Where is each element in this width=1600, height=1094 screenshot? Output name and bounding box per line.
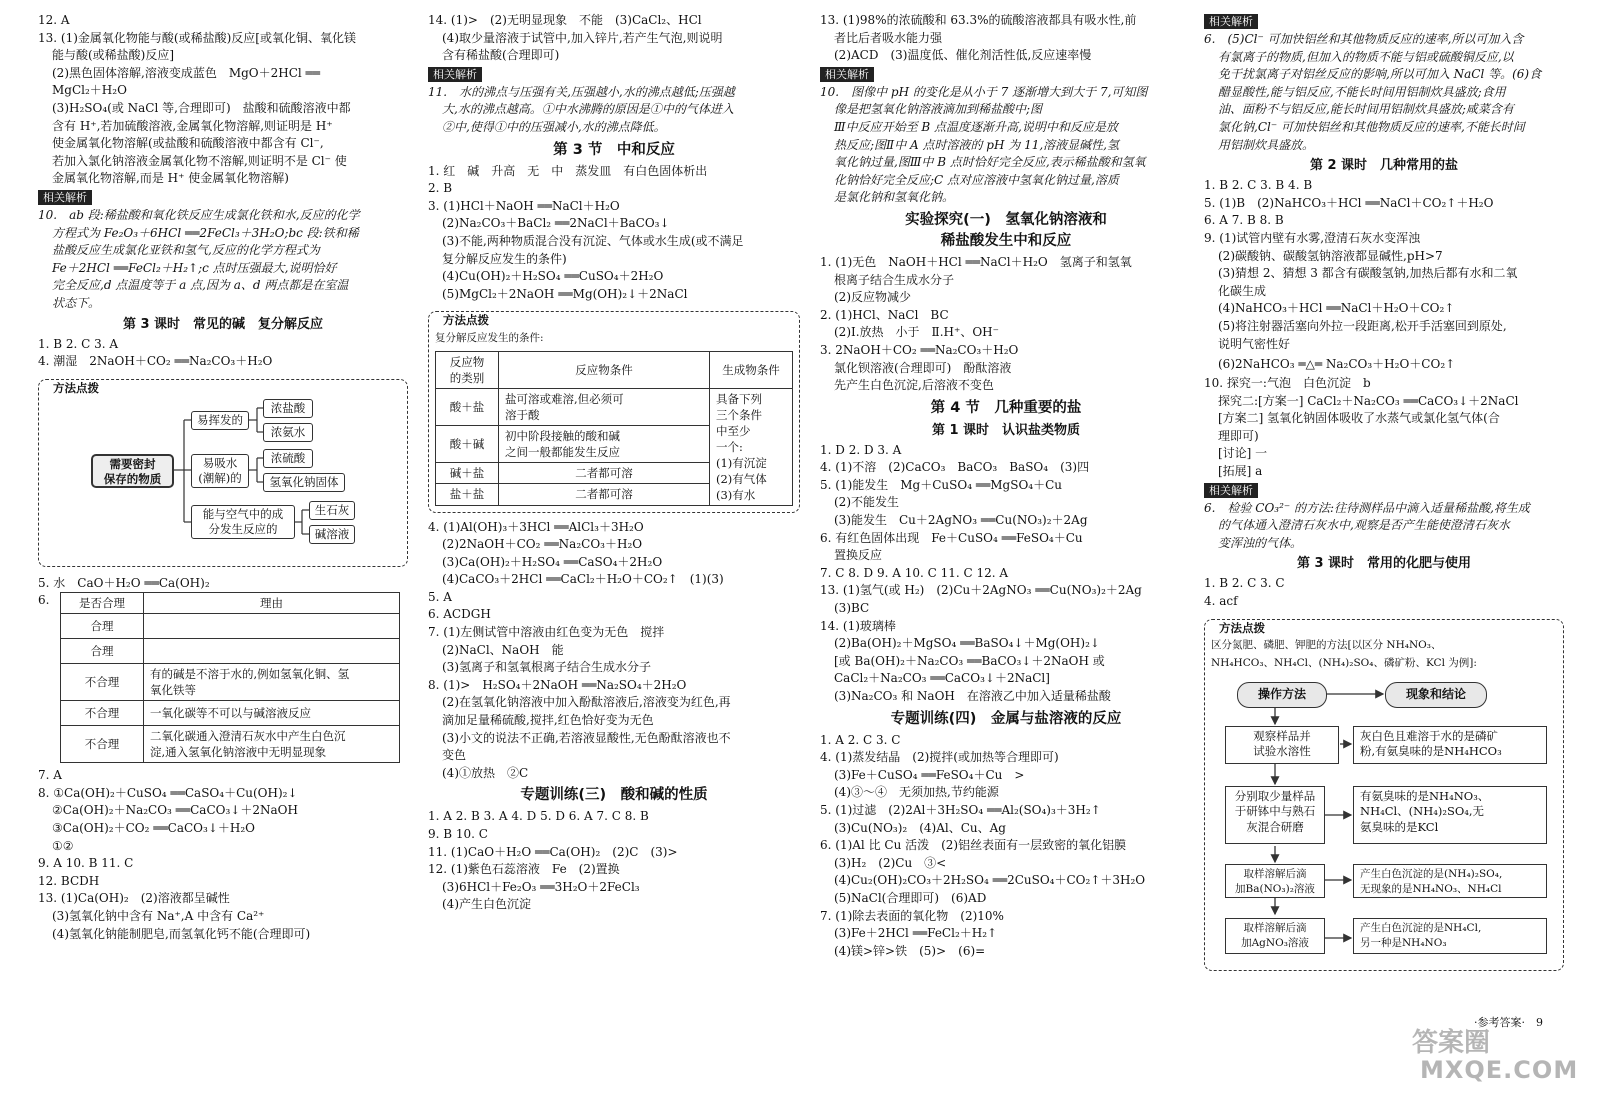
column-1 (38, 12, 408, 943)
flow-result-step: 产生白色沉淀的是(NH₄)₂SO₄, 无现象的是NH₄NO₃、NH₄Cl (1353, 864, 1547, 898)
answer-line: (2)2NaOH＋CO₂ ══Na₂CO₃＋H₂O (442, 537, 643, 552)
col1-post (38, 767, 408, 943)
answer-line: 1. 红 碱 升高 无 中 蒸发皿 有白色固体析出 (428, 163, 708, 178)
page-number: ·参考答案· 9 (1474, 1016, 1543, 1029)
analysis-line: 完全反应,d 点温度等于 a 点,因为 a、d 两点都是在室温 (52, 278, 349, 293)
table-header: 生成物条件 (710, 351, 793, 388)
answer-line: 9. (1)试管内壁有水雾,澄清石灰水变浑浊 (1204, 230, 1421, 245)
answer-line: 含有 H⁺,若加硫酸溶液,金属氧化物溶解,则证明是 H⁺ (52, 118, 333, 133)
table-row (61, 701, 400, 726)
answer-line: (2)Ba(OH)₂＋MgSO₄ ══BaSO₄↓＋Mg(OH)₂↓ (834, 636, 1100, 651)
answer-line: 12. (1)紫色石蕊溶液 Fe (2)置换 (428, 862, 620, 877)
q6-row (38, 592, 408, 763)
answer-line: 13. (1)氢气(或 H₂) (2)Cu＋2AgNO₃ ══Cu(NO₃)₂＋2Ag (820, 583, 1142, 598)
answer-line: 5. (1)能发生 Mg＋CuSO₄ ══MgSO₄＋Cu (820, 477, 1063, 492)
answer-line: (3)H₂ (2)Cu ③< (834, 855, 947, 870)
answer-line: (4)NaHCO₃＋HCl ══NaCl＋H₂O＋CO₂↑ (1218, 301, 1455, 316)
answer-line: 能与酸(或稀盐酸)反应] (52, 48, 175, 63)
watermark-url: MXQE.COM (1420, 1056, 1579, 1084)
column-2 (428, 12, 800, 914)
answer-line: (4)镁>锌>铁 (5)> (6)= (834, 943, 986, 958)
table-cell: 不合理 (61, 701, 144, 726)
analysis-line: 6. (5)Cl⁻ 可加快铝丝和其他物质反应的速率,所以可加入含 (1204, 32, 1524, 46)
section-heading: 第 3 节 中和反应 (553, 141, 675, 158)
question-number: 6. (38, 593, 50, 608)
answer-line: (3)氢离子和氢氧根离子结合生成水分子 (442, 660, 651, 675)
answer-line: 使金属氧化物溶解(或盐酸和硫酸溶液中都含有 Cl⁻, (52, 136, 324, 151)
method-box (428, 311, 800, 512)
answer-line: (3)BC (834, 601, 870, 616)
mindmap-item: 浓氨水 (263, 423, 313, 442)
section-heading: 第 3 课时 常用的化肥与使用 (1296, 556, 1472, 572)
flow-result-step: 产生白色沉淀的是NH₄Cl, 另一种是NH₄NO₃ (1353, 918, 1547, 954)
col2-analysis (428, 84, 800, 137)
answer-line: 11. (1)CaO＋H₂O ══Ca(OH)₂ (2)C (3)> (428, 844, 678, 859)
analysis-line: Fe＋2HCl ══FeCl₂＋H₂↑;c 点时压强最大,说明恰好 (52, 260, 337, 275)
analysis-line: 是氯化钠和氢氧化钠。 (834, 190, 955, 205)
column-3 (820, 12, 1192, 960)
table-cell: 酸＋盐 (436, 388, 499, 425)
method-box (38, 379, 408, 567)
method-box (1204, 619, 1564, 971)
answer-line: (3)不能,两种物质混合没有沉淀、气体或水生成(或不满足 (442, 233, 744, 248)
answer-line: 1. A 2. C 3. C (820, 732, 901, 747)
col4-analysis-1 (1204, 31, 1564, 154)
answer-line: (3)小文的说法不正确,若溶液显酸性,无色酚酞溶液也不 (442, 730, 731, 745)
analysis-tag: 相关解析 (820, 67, 874, 82)
answer-line: (3)Ca(OH)₂＋H₂SO₄ ══CaSO₄＋2H₂O (442, 554, 663, 569)
analysis-tag: 相关解析 (1204, 14, 1258, 29)
answer-line: 8. (1)> H₂SO₄＋2NaOH ══Na₂SO₄＋2H₂O (428, 677, 687, 692)
col1-pre (38, 12, 408, 188)
analysis-line: 油、面粉不与铝反应,能长时间用铝制炊具盛放;咸菜含有 (1218, 102, 1514, 117)
analysis-line: 盐酸反应生成氯化亚铁和氢气,反应的化学方程式为 (52, 243, 320, 258)
analysis-line: 状态下。 (52, 295, 101, 310)
flow-result-step: 灰白色且难溶于水的是磷矿 粉,有氨臭味的是NH₄HCO₃ (1353, 726, 1547, 764)
answer-line: [拓展] a (1218, 464, 1263, 479)
method-intro: 区分氮肥、磷肥、钾肥的方法[以区分 NH₄NO₃、 (1211, 639, 1442, 652)
answer-line: 9. B 10. C (428, 827, 488, 841)
flow-op-step: 观察样品并 试验水溶性 (1225, 726, 1339, 764)
method-intro: NH₄HCO₃、NH₄Cl、(NH₄)₂SO₄、磷矿粉、KCl 为例]: (1211, 656, 1477, 669)
answer-line: 含有稀盐酸(合理即可) (442, 48, 560, 63)
answer-line: (3)能发生 Cu＋2AgNO₃ ══Cu(NO₃)₂＋2Ag (834, 513, 1088, 528)
answer-line: 1. (1)无色 NaOH＋HCl ══NaCl＋H₂O 氢离子和氢氧 (820, 254, 1132, 269)
table-row (61, 639, 400, 664)
analysis-line: 6. 检验 CO₃²⁻ 的方法:往待测样品中滴入适量稀盐酸,将生成 (1204, 500, 1530, 515)
answer-line: 1. A 2. B 3. A 4. D 5. D 6. A 7. C 8. B (428, 809, 649, 824)
answer-line: [或 Ba(OH)₂＋Na₂CO₃ ══BaCO₃↓＋2NaOH 或 (834, 653, 1105, 668)
answer-line: 13. (1)金属氧化物能与酸(或稀盐酸)反应[或氧化铜、氧化镁 (38, 30, 356, 45)
answer-line: (4)产生白色沉淀 (442, 897, 531, 912)
method-title: 方法点拨 (49, 380, 103, 398)
answer-line: 1. B 2. C 3. B 4. B (1204, 178, 1313, 193)
answer-line: 者比后者吸水能力强 (834, 30, 943, 45)
answer-line: (4)Cu₂(OH)₂CO₃＋2H₂SO₄ ══2CuSO₄＋CO₂↑＋3H₂O (834, 873, 1146, 888)
answer-line: (3)氢氧化钠中含有 Na⁺,A 中含有 Ca²⁺ (52, 909, 265, 924)
answer-line: 探究二:[方案一] CaCl₂＋Na₂CO₃ ══CaCO₃↓＋2NaCl (1218, 393, 1519, 408)
table-row (61, 614, 400, 639)
mindmap-item: 生石灰 (309, 501, 355, 520)
col2-post (428, 519, 800, 783)
table-cell: 二者都可溶 (499, 463, 710, 484)
answer-line: ③Ca(OH)₂＋CO₂ ══CaCO₃↓＋H₂O (52, 821, 255, 836)
answer-line: [讨论] 一 (1218, 446, 1268, 461)
table-cell (144, 639, 400, 664)
table-header: 反应物条件 (499, 351, 710, 388)
answer-line: (3)Cu(NO₃)₂ (4)Al、Cu、Ag (834, 820, 1006, 835)
answer-line: (4)①放热 ②C (442, 765, 529, 780)
answer-line: 化碳生成 (1218, 283, 1267, 298)
answer-line: (2)ACD (3)温度低、催化剂活性低,反应速率慢 (834, 48, 1092, 63)
answer-line: 先产生白色沉淀,后溶液不变色 (834, 378, 994, 393)
analysis-line: 有氯离子的物质,但加入的物质不能与铝或硫酸铜反应,以 (1218, 49, 1514, 64)
answer-line: 9. A 10. B 11. C (38, 856, 134, 871)
analysis-line: 方程式为 Fe₂O₃＋6HCl ══2FeCl₃＋3H₂O;bc 段:铁和稀 (52, 225, 359, 240)
answer-line: 2. B (428, 181, 453, 196)
table-cell: 一氧化碳等不可以与碱溶液反应 (144, 701, 400, 726)
flow-result-step: 有氨臭味的是NH₄NO₃、 NH₄Cl、(NH₄)₂SO₄,无 氨臭味的是KCl (1353, 786, 1547, 844)
answer-line: 13. (1)98%的浓硫酸和 63.3%的硫酸溶液都具有吸水性,前 (820, 13, 1137, 27)
answer-line: 理即可) (1218, 428, 1259, 443)
table-cell-product-conditions: 具备下列 三个条件 中至少 一个: (1)有沉淀 (2)有气体 (3)有水 (710, 388, 793, 505)
mindmap-group-reactive: 能与空气中的成 分发生反应的 (191, 505, 295, 539)
analysis-line: 的气体通入澄清石灰水中,观察是否产生能使澄清石灰水 (1218, 518, 1510, 533)
method-title: 方法点拨 (1215, 620, 1269, 638)
flow-op-step: 取样溶解后滴 加Ba(NO₃)₂溶液 (1225, 864, 1325, 898)
analysis-line: 化钠恰好完全反应;C 点对应溶液中氢氧化钠过量,溶质 (834, 172, 1119, 187)
column-4 (1204, 12, 1564, 975)
answer-line: (5)MgCl₂＋2NaOH ══Mg(OH)₂↓＋2NaCl (442, 286, 688, 301)
table-header: 理由 (144, 593, 400, 614)
answer-line: 4. acf (1204, 594, 1238, 609)
answer-line: 4. (1)不溶 (2)CaCO₃ BaCO₃ BaSO₄ (3)四 (820, 460, 1090, 475)
mindmap-item: 氢氧化钠固体 (263, 473, 345, 492)
answer-line: (5)将注射器活塞向外拉一段距离,松开手活塞回到原处, (1218, 318, 1507, 333)
section-heading: 实验探究(一) 氢氧化钠溶液和 稀盐酸发生中和反应 (905, 211, 1107, 249)
answer-line: 3. 2NaOH＋CO₂ ══Na₂CO₃＋H₂O (820, 342, 1019, 357)
table-cell: 盐可溶或难溶,但必须可 溶于酸 (499, 388, 710, 425)
section-heading: 第 3 课时 常见的碱 复分解反应 (122, 316, 324, 332)
answer-line: 8. ①Ca(OH)₂＋CuSO₄ ══CaSO₄＋Cu(OH)₂↓ (38, 785, 298, 800)
answer-line: 滴加足量稀硫酸,搅拌,红色恰好变为无色 (442, 713, 654, 728)
answer-line: (2)Ⅰ.放热 小于 Ⅱ.H⁺、OH⁻ (834, 325, 999, 340)
answer-line: 1. B 2. C 3. C (1204, 576, 1285, 591)
analysis-tag: 相关解析 (1204, 483, 1258, 498)
answer-line: 说明气密性好 (1218, 336, 1291, 351)
answer-line: ①② (52, 838, 74, 853)
answer-line: 7. A (38, 768, 62, 783)
answer-line: CaCl₂＋Na₂CO₃ ══CaCO₃↓＋2NaCl] (834, 671, 1050, 686)
analysis-line: 大,水的沸点越高。①中水沸腾的原因是①中的气体进入 (442, 102, 734, 117)
analysis-line: 变浑浊的气体。 (1218, 535, 1303, 550)
answer-line: (3)Fe＋CuSO₄ ══FeSO₄＋Cu > (834, 767, 1025, 782)
answer-line: (2)碳酸钠、碳酸氢钠溶液都显碱性,pH>7 (1218, 248, 1443, 263)
table-reaction-conditions (435, 351, 793, 506)
table-cell: 二者都可溶 (499, 484, 710, 505)
answer-line: (2)NaCl、NaOH 能 (442, 642, 564, 657)
analysis-tag: 相关解析 (38, 190, 92, 205)
answer-line: (3)猜想 2、猜想 3 都含有碳酸氢钠,加热后都有水和二氧 (1218, 266, 1518, 281)
mindmap-group-hygroscopic: 易吸水 (潮解)的 (191, 454, 249, 488)
analysis-line: 氯化钠,Cl⁻ 可加快铝丝和其他物质反应的速率,不能长时间 (1218, 119, 1525, 134)
mindmap-root: 需要密封 保存的物质 (91, 454, 174, 488)
analysis-line: Ⅲ中反应开始至 B 点温度逐渐升高,说明中和反应是放 (834, 119, 1118, 134)
answer-line: MgCl₂＋H₂O (52, 83, 127, 98)
answer-line: 6. ACDGH (428, 607, 491, 622)
answer-line: 3. (1)HCl＋NaOH ══NaCl＋H₂O (428, 198, 620, 213)
table-header: 反应物 的类别 (436, 351, 499, 388)
flow-op-step: 分别取少量样品 于研钵中与熟石 灰混合研磨 (1225, 786, 1325, 844)
answer-line: 1. D 2. D 3. A (820, 442, 902, 457)
answer-line: 12. BCDH (38, 873, 100, 888)
answer-line: 4. (1)Al(OH)₃＋3HCl ══AlCl₃＋3H₂O (428, 519, 644, 534)
analysis-line: ②中,使得①中的压强减小,水的沸点降低。 (442, 119, 666, 134)
answer-line: 变色 (442, 748, 467, 763)
section-heading: 第 2 课时 几种常用的盐 (1309, 158, 1459, 174)
answer-line: (3)Na₂CO₃ 和 NaOH 在溶液乙中加入适量稀盐酸 (834, 689, 1111, 703)
answer-line: 复分解反应发生的条件) (442, 251, 567, 266)
answer-line: 7. C 8. D 9. A 10. C 11. C 12. A (820, 565, 1009, 580)
table-cell: 有的碱是不溶于水的,例如氢氧化铜、氢 氧化铁等 (144, 664, 400, 701)
table-cell: 二氧化碳通入澄清石灰水中产生白色沉 淀,通入氢氧化钠溶液中无明显现象 (144, 726, 400, 763)
analysis-line: 用铝制炊具盛放。 (1218, 137, 1315, 152)
analysis-tag: 相关解析 (428, 67, 482, 82)
analysis-line: 氧化钠过量,图Ⅲ中 B 点时恰好完全反应,表示稀盐酸和氢氧 (834, 155, 1146, 170)
col3-analysis (820, 84, 1192, 207)
answer-line: 6. 有红色固体出现 Fe＋CuSO₄ ══FeSO₄＋Cu (820, 530, 1083, 545)
answer-line: 1. B 2. C 3. A (38, 336, 119, 351)
flow-op-step: 取样溶解后滴 加AgNO₃溶液 (1225, 918, 1325, 954)
answer-line: (4)取少量溶液于试管中,加入锌片,若产生气泡,则说明 (442, 30, 723, 45)
analysis-line: 热反应;图Ⅱ中 A 点时溶液的 pH 为 11,溶液显碱性,氢 (834, 137, 1119, 152)
flow-header-operation: 操作方法 (1237, 682, 1327, 708)
answer-line: 若加入氯化钠溶液金属氧化物不溶解,则证明不是 Cl⁻ 使 (52, 153, 347, 168)
answer-line: (4)CaCO₃＋2HCl ══CaCl₂＋H₂O＋CO₂↑ (1)(3) (442, 572, 724, 587)
answer-line: 14. (1)> (2)无明显现象 不能 (3)CaCl₂、HCl (428, 13, 702, 27)
answer-line: 7. (1)左侧试管中溶液由红色变为无色 搅拌 (428, 625, 665, 640)
analysis-line: 10. 图像中 pH 的变化是从小于 7 逐渐增大到大于 7,可知图 (820, 84, 1148, 99)
table-row (436, 388, 793, 425)
answer-line: (2)反应物减少 (834, 290, 911, 305)
table-cell: 不合理 (61, 726, 144, 763)
answer-line: 4. (1)蒸发结晶 (2)搅拌(或加热等合理即可) (820, 750, 1059, 765)
answer-line: (4)Cu(OH)₂＋H₂SO₄ ══CuSO₄＋2H₂O (442, 269, 664, 284)
answer-line: 6. A 7. B 8. B (1204, 213, 1284, 228)
answer-line: ②Ca(OH)₂＋Na₂CO₃ ══CaCO₃↓＋2NaOH (52, 803, 298, 818)
section-heading: 第 4 节 几种重要的盐 (930, 399, 1082, 416)
answer-line: (3)Fe＋2HCl ══FeCl₂＋H₂↑ (834, 926, 998, 941)
section-heading: 专题训练(四) 金属与盐溶液的反应 (890, 710, 1122, 727)
answer-line: 10. 探究一:气泡 白色沉淀 b (1204, 376, 1371, 391)
answer-line: 7. (1)除去表面的氧化物 (2)10% (820, 908, 1004, 923)
answer-line: 5. A (428, 589, 452, 604)
col1-analysis (38, 207, 408, 313)
analysis-line: 11. 水的沸点与压强有关,压强越小,水的沸点越低;压强越 (428, 84, 735, 99)
analysis-line: 像是把氢氧化钠溶液滴加到稀盐酸中;图 (834, 102, 1043, 117)
answer-line: 4. 潮湿 2NaOH＋CO₂ ══Na₂CO₃＋H₂O (38, 354, 273, 369)
answer-line: (2)不能发生 (834, 495, 899, 510)
subsection-heading: 第 1 课时 认识盐类物质 (931, 422, 1081, 438)
answer-line: 2. (1)HCl、NaCl BC (820, 307, 949, 322)
answer-line: 根离子结合生成水分子 (834, 272, 955, 287)
section-heading: 专题训练(三) 酸和碱的性质 (520, 787, 708, 804)
mindmap-item: 浓硫酸 (263, 449, 313, 468)
answer-line: 5. (1)B (2)NaHCO₃＋HCl ══NaCl＋CO₂↑＋H₂O (1204, 195, 1494, 210)
table-header: 是否合理 (61, 593, 144, 614)
analysis-line: 免干扰氯离子对铝丝反应的影响,所以可加入 NaCl 等。(6)食 (1218, 67, 1542, 82)
answer-line: 5. (1)过滤 (2)2Al＋3H₂SO₄ ══Al₂(SO₄)₃＋3H₂↑ (820, 802, 1101, 817)
answer-line: 13. (1)Ca(OH)₂ (2)溶液都呈碱性 (38, 891, 230, 906)
answer-line: 12. A (38, 13, 70, 27)
watermark-logo: 答案圈 (1412, 1028, 1491, 1058)
answer-line: (3)H₂SO₄(或 NaCl 等,合理即可) 盐酸和硫酸溶液中都 (52, 100, 351, 115)
table-cell: 初中阶段接触的酸和碱 之间一般都能发生反应 (499, 425, 710, 462)
analysis-line: 10. ab 段:稀盐酸和氧化铁反应生成氯化铁和水,反应的化学 (38, 207, 360, 222)
answer-line: (4)氢氧化钠能制肥皂,而氢氧化钙不能(合理即可) (52, 926, 311, 941)
answer-line: (2)在氢氧化钠溶液中加入酚酞溶液后,溶液变为红色,再 (442, 695, 731, 710)
method-intro: 复分解反应发生的条件: (435, 331, 544, 344)
answer-line: 金属氧化物溶解,而是 H⁺ 使金属氧化物溶解) (52, 171, 289, 186)
answer-line: (2)Na₂CO₃＋BaCl₂ ══2NaCl＋BaCO₃↓ (442, 216, 670, 231)
answer-line: 6. (1)Al 比 Cu 活泼 (2)铝丝表面有一层致密的氧化铝膜 (820, 838, 1127, 853)
table-cell: 不合理 (61, 664, 144, 701)
col4-analysis-2 (1204, 500, 1564, 553)
answer-line: 氯化钡溶液(合理即可) 酚酞溶液 (834, 360, 1012, 375)
answer-line: 5. 水 CaO＋H₂O ══Ca(OH)₂ (38, 575, 210, 590)
answer-line: (2)黑色固体溶解,溶液变成蓝色 MgO＋2HCl ══ (52, 65, 321, 80)
table-q6 (60, 592, 400, 763)
table-cell (144, 614, 400, 639)
table-cell: 盐＋盐 (436, 484, 499, 505)
mindmap-group-volatile: 易挥发的 (191, 411, 249, 430)
answer-line: (3)6HCl＋Fe₂O₃ ══3H₂O＋2FeCl₃ (442, 879, 640, 894)
answer-line: (6)2NaHCO₃ ═△═ Na₂CO₃＋H₂O＋CO₂↑ (1218, 357, 1456, 372)
answer-line: (5)NaCl(合理即可) (6)AD (834, 890, 987, 905)
flow-header-result: 现象和结论 (1385, 682, 1487, 708)
analysis-line: 醋显酸性,能与铝反应,不能长时间用铝制炊具盛放;食用 (1218, 84, 1506, 99)
table-cell: 酸＋碱 (436, 425, 499, 462)
table-row (61, 664, 400, 701)
mindmap-item: 浓盐酸 (263, 399, 313, 418)
table-row (61, 726, 400, 763)
table-cell: 合理 (61, 614, 144, 639)
method-title: 方法点拨 (439, 312, 493, 330)
mindmap-item: 碱溶液 (309, 525, 355, 544)
table-cell: 碱＋盐 (436, 463, 499, 484)
table-cell: 合理 (61, 639, 144, 664)
answer-line: 置换反应 (834, 548, 883, 563)
answer-line: 14. (1)玻璃棒 (820, 618, 896, 633)
answer-line: [方案二] 氢氧化钠固体吸收了水蒸气或氯化氢气体(合 (1218, 411, 1500, 426)
answer-line: (4)③～④ 无须加热,节约能源 (834, 785, 999, 800)
